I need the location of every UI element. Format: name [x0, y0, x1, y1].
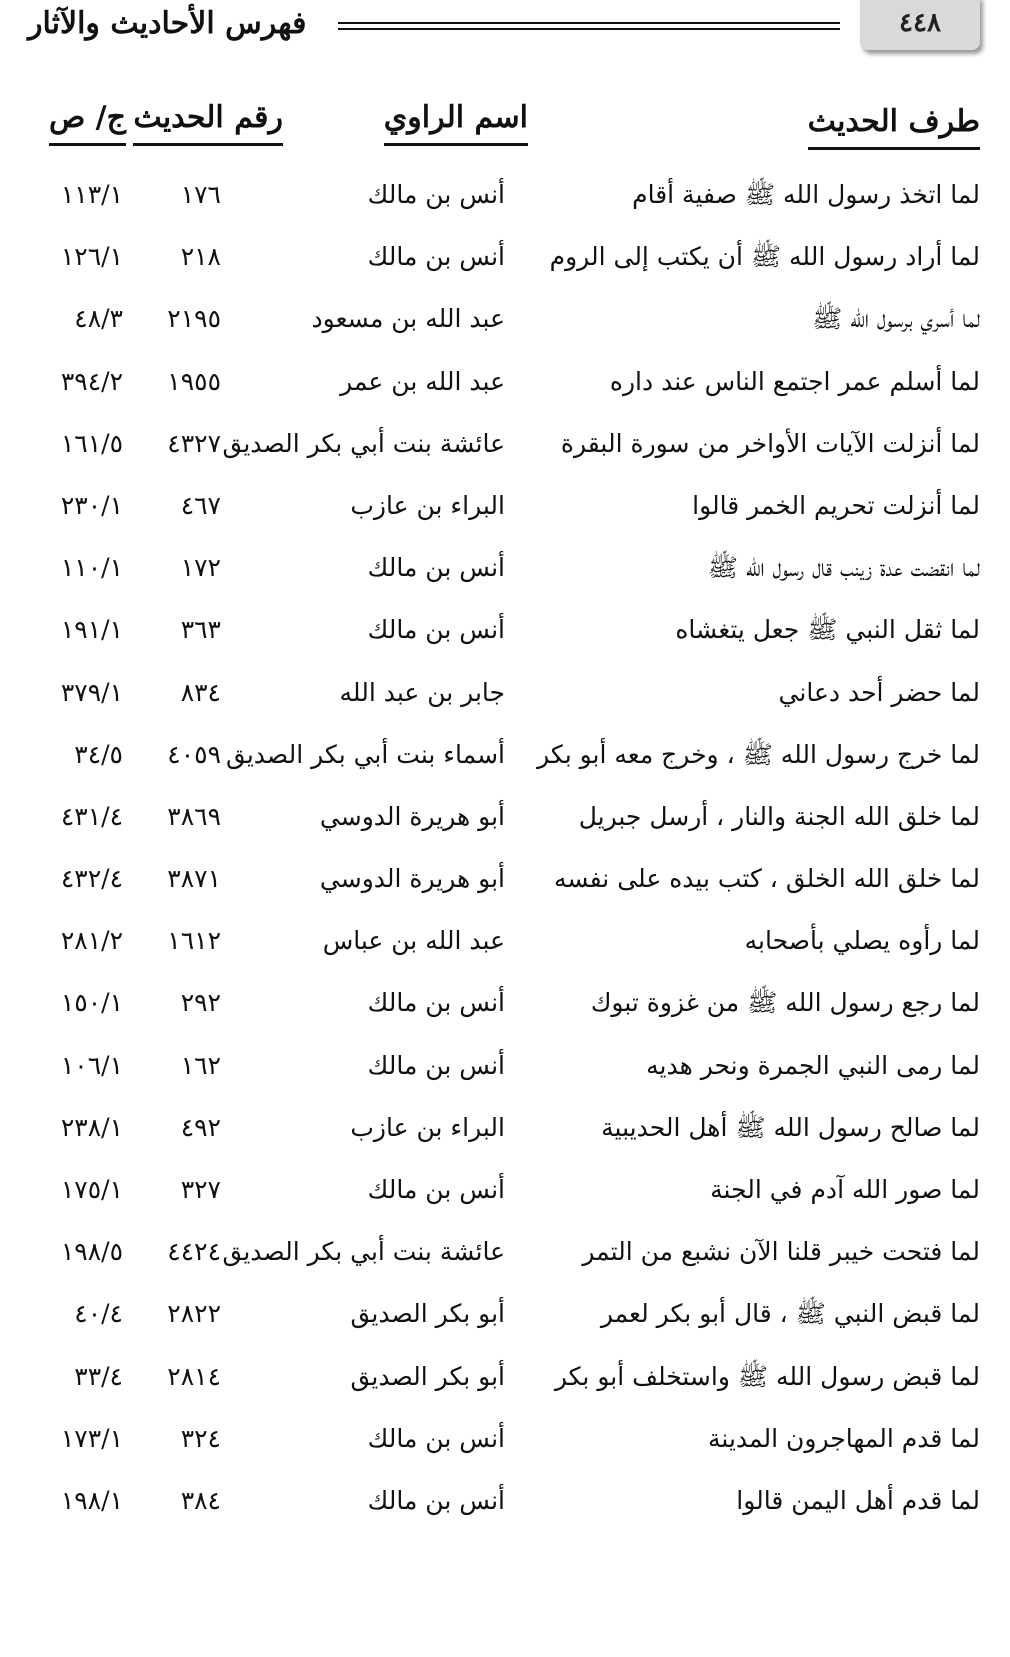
narrator-name: أنس بن مالك: [367, 1050, 505, 1080]
volume-page: ١٦١/٥: [60, 428, 123, 458]
hadith-text: لما أنزلت تحريم الخمر قالوا: [692, 490, 980, 520]
narrator-name: أبو بكر الصديق: [350, 1299, 505, 1329]
narrator-name: عبد الله بن عمر: [340, 366, 505, 396]
hadith-text: لما أسلم عمر اجتمع الناس عند داره: [609, 366, 980, 396]
column-header-narrator: اسم الراوي: [384, 100, 528, 146]
hadith-text: لما أنزلت الآيات الأواخر من سورة البقرة: [560, 428, 980, 458]
narrator-name: جابر بن عبد الله: [339, 677, 505, 707]
column-header-page: ج/ ص: [49, 100, 126, 146]
index-table: [0, 165, 1010, 1533]
narrator-name: أبو بكر الصديق: [350, 1361, 505, 1391]
volume-page: ١٥٠/١: [60, 988, 123, 1018]
narrator-name: أبو هريرة الدوسي: [319, 864, 505, 894]
column-header-hadith: طرف الحديث: [808, 104, 980, 150]
page-header: [0, 0, 1010, 70]
narrator-name: أنس بن مالك: [367, 180, 505, 209]
hadith-text: لما ثقل النبي ﷺ جعل يتغشاه: [675, 615, 980, 645]
volume-page: ٢٨١/٢: [60, 926, 123, 956]
table-row: [0, 725, 1010, 787]
hadith-number: ٢٨١٤: [167, 1361, 221, 1391]
narrator-name: أنس بن مالك: [367, 1485, 505, 1515]
table-row: [0, 227, 1010, 289]
narrator-name: أسماء بنت أبي بكر الصديق: [225, 739, 505, 769]
hadith-text: لما اتخذ رسول الله ﷺ صفية أقام: [632, 180, 980, 209]
hadith-number: ١٦٢: [180, 1050, 221, 1080]
hadith-number: ١٩٥٥: [167, 366, 221, 396]
hadith-text: لما صور الله آدم في الجنة: [710, 1175, 980, 1204]
hadith-text: لما رأوه يصلي بأصحابه: [744, 926, 980, 956]
volume-page: ١٧٣/١: [60, 1423, 123, 1453]
hadith-text: لما صالح رسول الله ﷺ أهل الحديبية: [601, 1112, 980, 1142]
table-row: [0, 1036, 1010, 1098]
hadith-number: ٣٢٤: [180, 1423, 221, 1453]
volume-page: ١١٣/١: [60, 180, 123, 209]
table-row: [0, 1471, 1010, 1533]
volume-page: ٤٣٢/٤: [60, 864, 123, 894]
volume-page: ١١٠/١: [60, 553, 123, 583]
narrator-name: أنس بن مالك: [367, 1423, 505, 1453]
hadith-text: لما حضر أحد دعاني: [778, 677, 980, 707]
narrator-name: أنس بن مالك: [367, 615, 505, 645]
table-row: [0, 165, 1010, 227]
narrator-name: أنس بن مالك: [367, 242, 505, 272]
header-rule: [338, 22, 840, 30]
hadith-number: ٢٨٢٢: [167, 1299, 221, 1329]
table-row: [0, 414, 1010, 476]
hadith-number: ٨٣٤: [180, 677, 221, 707]
hadith-number: ٢١٩٥: [167, 304, 221, 334]
hadith-number: ٢١٨: [180, 242, 221, 272]
volume-page: ١٩١/١: [60, 615, 123, 645]
hadith-text: لما قبض رسول الله ﷺ واستخلف أبو بكر: [554, 1361, 980, 1391]
book-title: فهرس الأحاديث والآثار: [28, 6, 307, 41]
hadith-text: لما خرج رسول الله ﷺ ، وخرج معه أبو بكر: [537, 739, 980, 769]
narrator-name: البراء بن عازب: [350, 490, 505, 520]
table-row: [0, 476, 1010, 538]
volume-page: ٣٩٤/٢: [60, 366, 123, 396]
table-row: [0, 1347, 1010, 1409]
narrator-name: عائشة بنت أبي بكر الصديق: [222, 428, 505, 458]
volume-page: ٤٠/٤: [74, 1299, 123, 1329]
table-row: [0, 973, 1010, 1035]
table-row: [0, 289, 1010, 351]
hadith-text: لما خلق الله الجنة والنار ، أرسل جبريل: [578, 801, 980, 831]
table-row: [0, 787, 1010, 849]
volume-page: ١٩٨/١: [60, 1485, 123, 1515]
table-row: [0, 1160, 1010, 1222]
hadith-number: ٣٨٤: [180, 1485, 221, 1515]
hadith-text: لما رمى النبي الجمرة ونحر هديه: [646, 1050, 980, 1080]
table-row: [0, 1409, 1010, 1471]
hadith-text: لما قدم المهاجرون المدينة: [708, 1423, 980, 1453]
hadith-text: لما قدم أهل اليمن قالوا: [736, 1485, 980, 1515]
hadith-text: لما أسري برسول الله ﷺ: [812, 304, 980, 334]
table-row: [0, 1222, 1010, 1284]
hadith-text: لما رجع رسول الله ﷺ من غزوة تبوك: [590, 988, 980, 1018]
hadith-text: لما خلق الله الخلق ، كتب بيده على نفسه: [553, 864, 980, 894]
hadith-number: ٤٣٢٧: [167, 428, 221, 458]
column-header-number: رقم الحديث: [133, 100, 283, 146]
table-row: [0, 538, 1010, 600]
volume-page: ٣٤/٥: [74, 739, 123, 769]
narrator-name: أنس بن مالك: [367, 1175, 505, 1204]
volume-page: ٤٣١/٤: [60, 801, 123, 831]
narrator-name: عبد الله بن عباس: [322, 926, 505, 956]
hadith-text: لما فتحت خيبر قلنا الآن نشبع من التمر: [582, 1237, 980, 1267]
volume-page: ٢٣٨/١: [60, 1112, 123, 1142]
hadith-number: ٤٩٢: [180, 1112, 221, 1142]
table-row: [0, 1284, 1010, 1346]
table-row: [0, 663, 1010, 725]
table-row: [0, 600, 1010, 662]
hadith-number: ٢٩٢: [180, 988, 221, 1018]
volume-page: ١٢٦/١: [60, 242, 123, 272]
hadith-number: ١٦١٢: [167, 926, 221, 956]
volume-page: ٢٣٠/١: [60, 490, 123, 520]
volume-page: ١٧٥/١: [60, 1175, 123, 1204]
table-row: [0, 911, 1010, 973]
narrator-name: أبو هريرة الدوسي: [319, 801, 505, 831]
narrator-name: عائشة بنت أبي بكر الصديق: [222, 1237, 505, 1267]
hadith-number: ١٧٦: [180, 180, 221, 209]
hadith-number: ٤٤٢٤: [167, 1237, 221, 1267]
page-number: ٤٤٨: [899, 8, 941, 38]
table-row: [0, 849, 1010, 911]
hadith-text: لما قبض النبي ﷺ ، قال أبو بكر لعمر: [600, 1299, 980, 1329]
narrator-name: عبد الله بن مسعود: [311, 304, 505, 334]
page-number-tab: [860, 0, 980, 50]
narrator-name: أنس بن مالك: [367, 553, 505, 583]
table-row: [0, 1098, 1010, 1160]
table-row: [0, 352, 1010, 414]
hadith-number: ١٧٢: [180, 553, 221, 583]
hadith-number: ٣٨٦٩: [167, 801, 221, 831]
hadith-number: ٤٦٧: [180, 490, 221, 520]
hadith-text: لما انقضت عدة زينب قال رسول الله ﷺ: [707, 553, 980, 583]
volume-page: ١٠٦/١: [60, 1050, 123, 1080]
hadith-number: ٣٢٧: [180, 1175, 221, 1204]
narrator-name: البراء بن عازب: [350, 1112, 505, 1142]
narrator-name: أنس بن مالك: [367, 988, 505, 1018]
hadith-text: لما أراد رسول الله ﷺ أن يكتب إلى الروم: [549, 242, 980, 272]
hadith-number: ٣٨٧١: [167, 864, 221, 894]
volume-page: ٣٧٩/١: [60, 677, 123, 707]
volume-page: ٣٣/٤: [74, 1361, 123, 1391]
volume-page: ١٩٨/٥: [60, 1237, 123, 1267]
hadith-number: ٣٦٣: [180, 615, 221, 645]
volume-page: ٤٨/٣: [74, 304, 123, 334]
hadith-number: ٤٠٥٩: [167, 739, 221, 769]
